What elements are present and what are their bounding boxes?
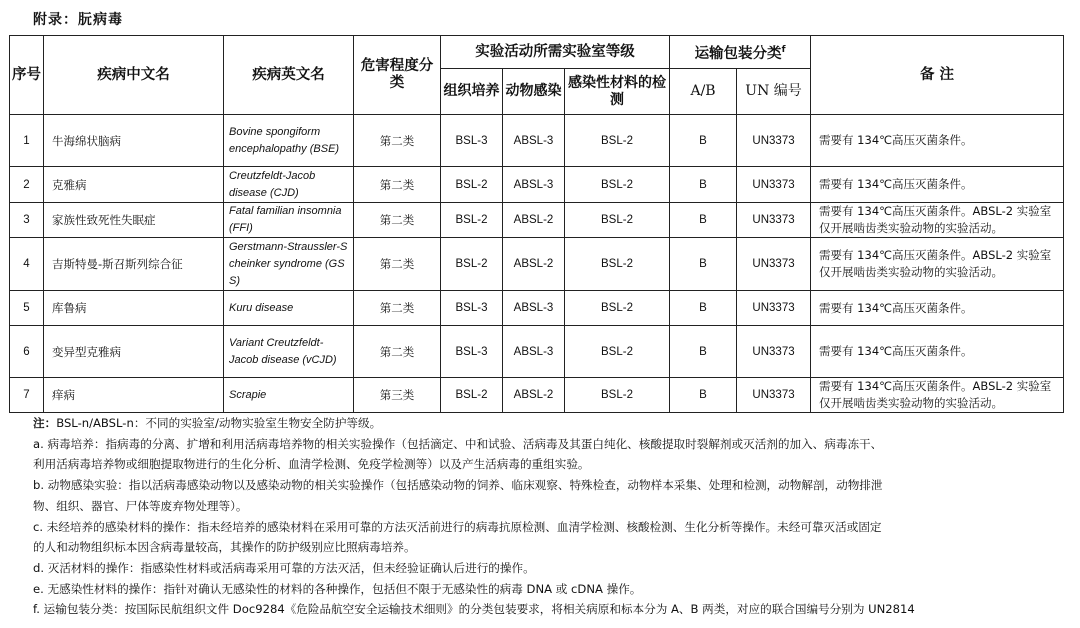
- note-e: e. 无感染性材料的操作：指针对确认无感染性的材料的各种操作，包括但不限于无感染性的病毒 DNA 或 cDNA 操作。: [33, 581, 642, 596]
- row-cn-name: 变异型克雅病: [44, 326, 224, 378]
- row-material: BSL-2: [565, 167, 670, 203]
- row-material: BSL-2: [565, 326, 670, 378]
- note-main: [33, 413, 1068, 434]
- row-animal: ABSL-2: [503, 378, 565, 413]
- row-hazard: 第二类: [354, 291, 441, 326]
- row-cn-name: 克雅病: [44, 167, 224, 203]
- row-culture: BSL-3: [441, 115, 503, 167]
- row-material: BSL-2: [565, 291, 670, 326]
- row-hazard: 第二类: [354, 326, 441, 378]
- col-hazard-header: 危害程度分类: [354, 36, 441, 115]
- row-remarks: 需要有 134℃高压灭菌条件。ABSL-2 实验室仅开展啮齿类实验动物的实验活动。: [811, 238, 1064, 291]
- row-remarks: 需要有 134℃高压灭菌条件。ABSL-2 实验室仅开展啮齿类实验动物的实验活动。: [811, 203, 1064, 238]
- note-f: f. 运输包装分类：按国际民航组织文件 Doc9284《危险品航空安全运输技术细则》的分类包装要求，将相关病原和标本分为 A、B 两类，对应的联合国编号分别为 UN2814: [33, 602, 915, 617]
- row-animal: ABSL-3: [503, 115, 565, 167]
- row-remarks: 需要有 134℃高压灭菌条件。: [811, 167, 1064, 203]
- row-culture: BSL-2: [441, 203, 503, 238]
- col-transport-header: [670, 36, 811, 69]
- row-cn-name: 牛海绵状脑病: [44, 115, 224, 167]
- row-material: BSL-2: [565, 238, 670, 291]
- col-remarks-header: 备 注: [811, 36, 1064, 115]
- row-en-name: Gerstmann-Straussler-Scheinker syndrome (GSS): [224, 238, 354, 291]
- row-no: 5: [10, 291, 44, 326]
- table-row: [10, 203, 1064, 238]
- row-hazard: 第二类: [354, 238, 441, 291]
- row-animal: ABSL-3: [503, 326, 565, 378]
- row-no: 7: [10, 378, 44, 413]
- note-d: d. 灭活材料的操作：指感染性材料或活病毒采用可靠的方法灭活，但未经验证确认后进行的操作。: [33, 560, 535, 575]
- row-no: 2: [10, 167, 44, 203]
- row-hazard: 第二类: [354, 115, 441, 167]
- row-no: 6: [10, 326, 44, 378]
- note-main-label: 注：: [33, 416, 57, 430]
- col-un-header: UN 编号: [737, 69, 811, 115]
- row-hazard: 第三类: [354, 378, 441, 413]
- col-no-header: 序号: [10, 36, 44, 115]
- note-c-line1: c. 未经培养的感染材料的操作：指未经培养的感染材料在采用可靠的方法灭活前进行的病毒抗原检测、血清学检测、核酸检测、生化分析等操作。未经可靠灭活或固定: [33, 519, 882, 534]
- row-remarks: 需要有 134℃高压灭菌条件。ABSL-2 实验室仅开展啮齿类实验动物的实验活动。: [811, 378, 1064, 413]
- transport-footnote-mark: f: [781, 44, 786, 55]
- col-ab-header: A/B: [670, 69, 737, 115]
- row-en-name: Bovine spongiform encephalopathy (BSE): [224, 115, 354, 167]
- row-animal: ABSL-2: [503, 203, 565, 238]
- row-en-name: Scrapie: [224, 378, 354, 413]
- transport-label: 运输包装分类: [694, 45, 782, 62]
- row-en-name: Fatal familian insomnia (FFI): [224, 203, 354, 238]
- row-un: UN3373: [737, 167, 811, 203]
- row-hazard: 第二类: [354, 167, 441, 203]
- header-row-1: [10, 36, 1064, 69]
- row-en-name: Variant Creutzfeldt-Jacob disease (vCJD): [224, 326, 354, 378]
- row-ab: B: [670, 291, 737, 326]
- row-ab: B: [670, 167, 737, 203]
- row-cn-name: 吉斯特曼-斯召斯列综合征: [44, 238, 224, 291]
- note-main-text: BSL-n/ABSL-n：不同的实验室/动物实验室生物安全防护等级。: [56, 416, 382, 430]
- row-remarks: 需要有 134℃高压灭菌条件。: [811, 326, 1064, 378]
- row-material: BSL-2: [565, 115, 670, 167]
- row-animal: ABSL-3: [503, 291, 565, 326]
- row-un: UN3373: [737, 326, 811, 378]
- col-cn-name-header: 疾病中文名: [44, 36, 224, 115]
- row-culture: BSL-2: [441, 167, 503, 203]
- row-en-name: Kuru disease: [224, 291, 354, 326]
- row-material: BSL-2: [565, 378, 670, 413]
- table-row: [10, 238, 1064, 291]
- row-culture: BSL-3: [441, 291, 503, 326]
- row-un: UN3373: [737, 203, 811, 238]
- note-c-line2: 的人和动物组织标本因含病毒量较高，其操作的防护级别应比照病毒培养。: [33, 540, 416, 555]
- row-remarks: 需要有 134℃高压灭菌条件。: [811, 291, 1064, 326]
- row-ab: B: [670, 378, 737, 413]
- table-row: [10, 115, 1064, 167]
- row-ab: B: [670, 115, 737, 167]
- row-cn-name: 痒病: [44, 378, 224, 413]
- row-culture: BSL-2: [441, 238, 503, 291]
- row-animal: ABSL-3: [503, 167, 565, 203]
- row-remarks: 需要有 134℃高压灭菌条件。: [811, 115, 1064, 167]
- row-un: UN3373: [737, 238, 811, 291]
- appendix-title: 附录：朊病毒: [33, 12, 123, 28]
- row-hazard: 第二类: [354, 203, 441, 238]
- col-animal-infection-header: 动物感染: [503, 69, 565, 115]
- table-row: [10, 326, 1064, 378]
- footnotes: [33, 413, 1068, 620]
- row-en-name: Creutzfeldt-Jacob disease (CJD): [224, 167, 354, 203]
- row-ab: B: [670, 326, 737, 378]
- row-cn-name: 库鲁病: [44, 291, 224, 326]
- table-row: [10, 291, 1064, 326]
- row-no: 4: [10, 238, 44, 291]
- row-culture: BSL-3: [441, 326, 503, 378]
- row-un: UN3373: [737, 291, 811, 326]
- col-tissue-culture-header: 组织培养: [441, 69, 503, 115]
- row-culture: BSL-2: [441, 378, 503, 413]
- row-un: UN3373: [737, 378, 811, 413]
- row-no: 3: [10, 203, 44, 238]
- prion-disease-table: [9, 35, 1064, 413]
- col-infectious-material-header: 感染性材料的检测: [565, 69, 670, 115]
- note-a-line1: a. 病毒培养：指病毒的分离、扩增和利用活病毒培养物的相关实验操作（包括滴定、中和试验、活病毒及其蛋白纯化、核酸提取时裂解剂或灭活剂的加入、病毒冻干、: [33, 436, 883, 451]
- row-cn-name: 家族性致死性失眠症: [44, 203, 224, 238]
- col-en-name-header: 疾病英文名: [224, 36, 354, 115]
- row-ab: B: [670, 238, 737, 291]
- table-row: [10, 378, 1064, 413]
- row-material: BSL-2: [565, 203, 670, 238]
- row-animal: ABSL-2: [503, 238, 565, 291]
- note-a-line2: 利用活病毒培养物或细胞提取物进行的生化分析、血清学检测、免疫学检测等）以及产生活病毒的重组实验。: [33, 457, 590, 472]
- col-lab-level-header: 实验活动所需实验室等级: [441, 36, 670, 69]
- row-ab: B: [670, 203, 737, 238]
- note-b-line2: 物、组织、器官、尸体等废弃物处理等）。: [33, 498, 248, 513]
- note-b-line1: b. 动物感染实验：指以活病毒感染动物以及感染动物的相关实验操作（包括感染动物的饲养、临床观察、特殊检查，动物样本采集、处理和检测，动物解剖，动物排泄: [33, 478, 883, 493]
- row-no: 1: [10, 115, 44, 167]
- table-row: [10, 167, 1064, 203]
- row-un: UN3373: [737, 115, 811, 167]
